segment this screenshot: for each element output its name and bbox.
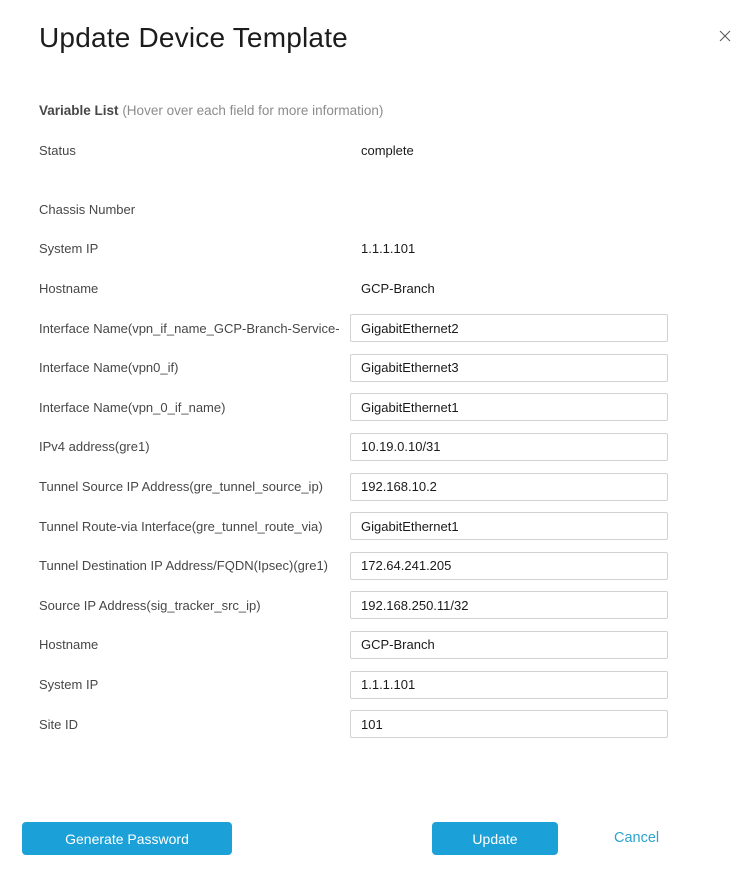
field-label: Source IP Address(sig_tracker_src_ip) [39,597,261,613]
field-input[interactable] [350,631,668,659]
field-value-area [350,631,668,659]
field-label: Interface Name(vpn0_if) [39,360,179,376]
field-input[interactable] [350,552,668,580]
field-value-area [350,591,668,619]
field-label: Interface Name(vpn_if_name_GCP-Branch-Service- [39,320,340,336]
field-input[interactable] [350,433,668,461]
dialog-title: Update Device Template [39,22,348,53]
field-input[interactable] [350,314,668,342]
variable-row [39,190,668,230]
field-value: complete [361,143,414,159]
variable-list-hint: (Hover over each field for more information) [122,103,384,118]
field-label: Chassis Number [39,201,136,217]
field-value-area [350,671,668,699]
variable-row [39,388,668,428]
field-input[interactable] [350,354,668,382]
field-input[interactable] [350,671,668,699]
field-value-area [350,710,668,738]
field-label: Status [39,143,76,159]
field-value-area [350,241,668,256]
field-value-area [350,281,668,296]
field-label: Site ID [39,716,79,732]
field-label: System IP [39,677,99,693]
field-value-area [350,473,668,501]
field-value: 1.1.1.101 [361,241,416,257]
field-value-area [350,143,668,158]
variable-row [39,586,668,626]
generate-password-button[interactable]: Generate Password [22,822,232,855]
field-input[interactable] [350,591,668,619]
variable-row [39,229,668,269]
field-label: Hostname [39,637,99,653]
field-input[interactable] [350,512,668,540]
field-value-area [350,393,668,421]
field-input[interactable] [350,473,668,501]
update-device-template-dialog [0,22,752,887]
variable-row [39,308,668,348]
field-label: System IP [39,241,99,257]
field-value-area [350,433,668,461]
field-label: IPv4 address(gre1) [39,439,150,455]
variable-list-heading: Variable List [39,103,119,118]
variable-row [39,704,668,744]
variable-row [39,546,668,586]
field-value-area [350,314,668,342]
field-input[interactable] [350,710,668,738]
variable-list-header [39,103,713,119]
variable-row [39,625,668,665]
variable-row [39,269,668,309]
variable-row [39,427,668,467]
field-input[interactable] [350,393,668,421]
variable-row [39,506,668,546]
update-button[interactable]: Update [432,822,558,855]
field-label: Tunnel Source IP Address(gre_tunnel_source_ip) [39,479,324,495]
variable-row [39,467,668,507]
close-icon[interactable] [716,27,734,45]
field-value-area [350,512,668,540]
variable-row [39,665,668,705]
field-label: Tunnel Destination IP Address/FQDN(Ipsec)(gre1) [39,558,329,574]
field-value-area [350,552,668,580]
dialog-footer [0,822,752,856]
field-value-area [350,354,668,382]
field-label: Interface Name(vpn_0_if_name) [39,399,226,415]
field-value: GCP-Branch [361,281,435,297]
field-label: Hostname [39,281,99,297]
variable-list [39,131,668,744]
field-label: Tunnel Route-via Interface(gre_tunnel_route_via) [39,518,323,534]
variable-row [39,131,668,171]
variable-row [39,348,668,388]
cancel-button[interactable]: Cancel [614,830,660,846]
